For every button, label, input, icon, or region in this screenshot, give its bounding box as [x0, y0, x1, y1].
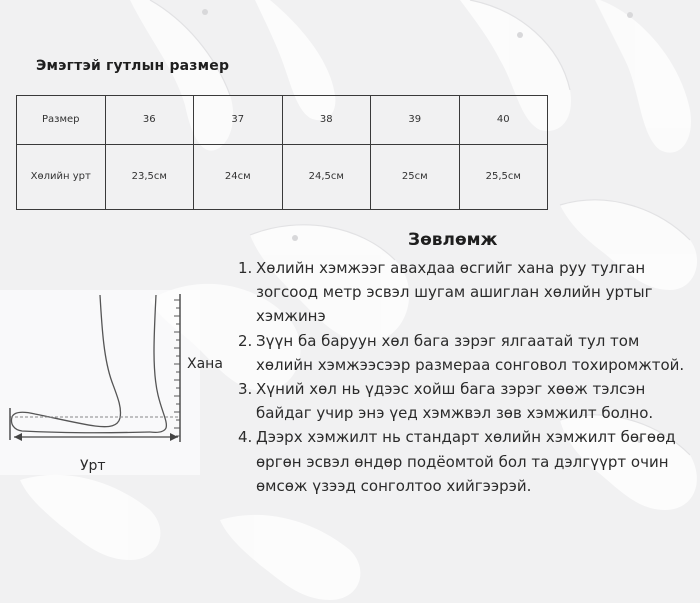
- table-row-size: [17, 96, 548, 145]
- foot-measurement-diagram: [0, 290, 200, 475]
- table-cell: 39: [371, 96, 460, 145]
- size-chart-title: Эмэгтэй гутлын размер: [36, 58, 230, 74]
- list-item: [238, 329, 693, 377]
- item-text: Хүний хөл нь үдээс хойш бага зэрэг хөөж тэлсэн байдаг учир энэ үед хэмжвэл зөв хэмжилт болно.: [256, 380, 654, 423]
- tips-list: [238, 256, 693, 498]
- item-number: 1.: [238, 259, 253, 277]
- item-text: Дээрх хэмжилт нь стандарт хөлийн хэмжилт бөгөөд өргөн эсвэл өндөр подёомтой бол та дэлгүүрт очин өмсөж үзээд сонголтоо хийгээрэй.: [256, 428, 676, 495]
- table-cell: 24см: [194, 145, 283, 210]
- table-cell: 36: [105, 96, 194, 145]
- list-item: [238, 425, 693, 498]
- list-item: [238, 377, 693, 425]
- item-number: 4.: [238, 428, 253, 447]
- size-table: [16, 95, 548, 210]
- item-number: 2.: [238, 331, 253, 350]
- table-cell: 25,5см: [459, 145, 548, 210]
- length-label: Урт: [80, 458, 106, 474]
- item-text: Хөлийн хэмжээг авахдаа өсгийг хана руу тулган зогсоод метр эсвэл шугам ашиглан хөлийн уртыг хэмжинэ: [256, 259, 653, 326]
- table-row-foot-length: [17, 145, 548, 210]
- table-cell: 38: [282, 96, 371, 145]
- list-item: [238, 256, 693, 329]
- table-cell: 24,5см: [282, 145, 371, 210]
- tips-heading: Зөвлөмж: [408, 230, 498, 250]
- table-cell: 25см: [371, 145, 460, 210]
- row-label: Размер: [17, 96, 106, 145]
- table-cell: 37: [194, 96, 283, 145]
- item-text: Зүүн ба баруун хөл бага зэрэг ялгаатай тул том хөлийн хэмжээсээр размераа сонговол тохиромжтой.: [256, 331, 685, 374]
- table-cell: 23,5см: [105, 145, 194, 210]
- table-cell: 40: [459, 96, 548, 145]
- item-number: 3.: [238, 380, 253, 399]
- wall-label: Хана: [187, 356, 223, 372]
- row-label: Хөлийн урт: [17, 145, 106, 210]
